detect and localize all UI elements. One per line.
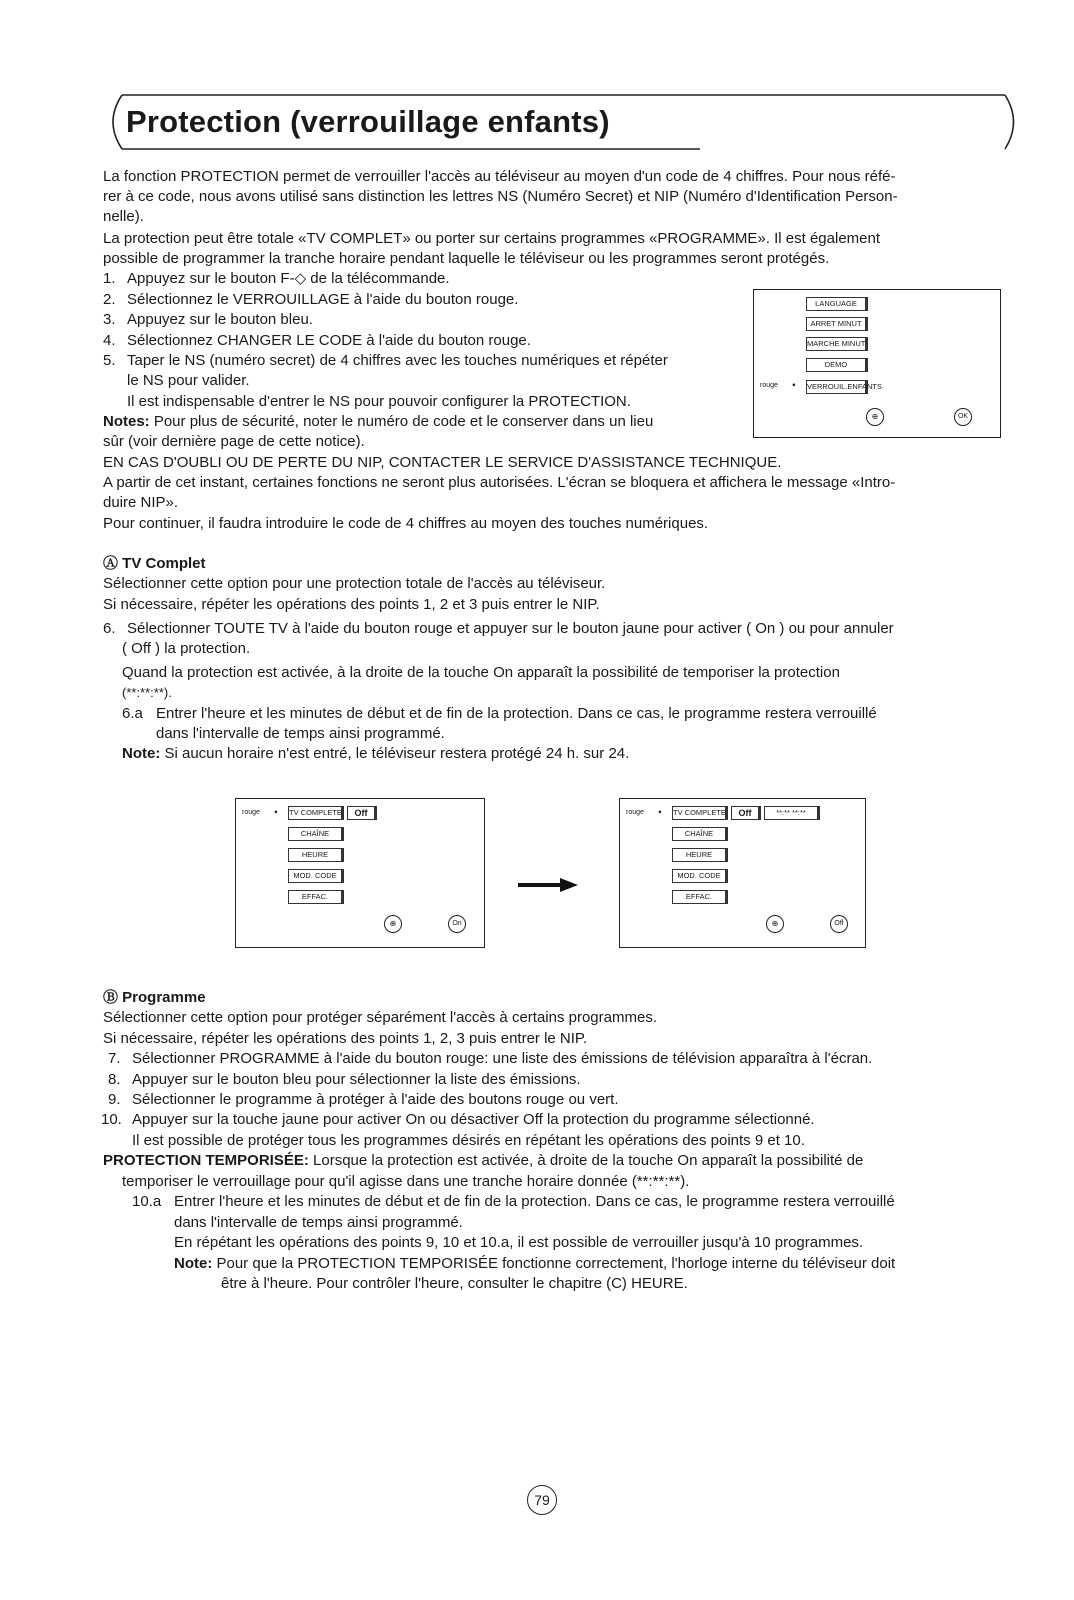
menu-item: HEURE [288,848,344,862]
notes-line: Pour continuer, il faudra introduire le code de 4 chiffres au moyen des touches numériques. [103,515,709,532]
menu-item: HEURE [672,848,728,862]
step-6: 6. Sélectionner TOUTE TV à l'aide du bouton rouge et appuyer sur le bouton jaune pour activer ( On ) ou pour annuler [103,620,894,637]
step-4: 4. Sélectionnez CHANGER LE CODE à l'aide du bouton rouge. [103,332,531,349]
ok-icon: OK [954,408,972,426]
protection-temporisee: PROTECTION TEMPORISÉE: Lorsque la protection est activée, à droite de la touche On apparaît la possibilité de [103,1152,864,1169]
menu-screen-protection-after [619,798,866,948]
off-icon: Off [830,915,848,933]
notes-line: sûr (voir dernière page de cette notice). [103,433,365,450]
step-2: 2. Sélectionnez le VERROUILLAGE à l'aide du bouton rouge. [103,291,519,308]
notes-warning: EN CAS D'OUBLI OU DE PERTE DU NIP, CONTACTER LE SERVICE D'ASSISTANCE TECHNIQUE. [103,454,782,471]
step-7: 7. Sélectionner PROGRAMME à l'aide du bouton rouge: une liste des émissions de télévision apparaîtra à l'écran. [108,1050,873,1067]
intro-line: possible de programmer la tranche horaire pendant laquelle le téléviseur ou les programmes seront protégés. [103,250,830,267]
step-5-cont: le NS pour valider. [127,372,250,389]
notes-line: A partir de cet instant, certaines fonctions ne seront plus autorisées. L'écran se bloquera et affichera le message «Intro- [103,474,896,491]
step-9: 9. Sélectionner le programme à protéger à l'aide des boutons rouge ou vert. [108,1091,619,1108]
menu-item: LANGUAGE [806,297,868,311]
section-b-note: Note: Pour que la PROTECTION TEMPORISÉE fonctionne correctement, l'horloge interne du téléviseur doit [174,1255,896,1272]
step-5: 5. Taper le NS (numéro secret) de 4 chiffres avec les touches numériques et répéter [103,352,668,369]
menu-item: EFFAC. [672,890,728,904]
on-icon: On [448,915,466,933]
menu-item: ARRET MINUT [806,317,868,331]
down-icon: ⊕ [766,915,784,933]
menu-item-selected: TV COMPLETE [288,806,344,820]
arrow-icon: ➧ [273,809,279,816]
menu-item: MOD. CODE [288,869,344,883]
menu-item: EFFAC. [288,890,344,904]
section-a-heading: Ⓐ TV Complet [103,555,206,572]
intro-line: rer à ce code, nous avons utilisé sans distinction les lettres NS (Numéro Secret) et NIP (Numéro d'Identification Person- [103,188,898,205]
step-6a: 6.a Entrer l'heure et les minutes de début et de fin de la protection. Dans ce cas, le programme restera verrouillé [122,705,877,722]
intro-line: nelle). [103,208,144,225]
section-b-line: Sélectionner cette option pour protéger séparément l'accès à certains programmes. [103,1009,657,1026]
page-number: 79 [527,1485,557,1515]
step-5-note: Il est indispensable d'entrer le NS pour pouvoir configurer la PROTECTION. [127,393,631,410]
menu-item: MARCHE MINUT [806,337,868,351]
menu-item-selected: VERROUIL.ENFANTS [806,380,868,394]
step-3: 3. Appuyez sur le bouton bleu. [103,311,313,328]
toggle-off-icon: Off [731,806,761,820]
protection-temporisee-cont: temporiser le verrouillage pour qu'il agisse dans une tranche horaire donnée (**:**:**). [122,1173,690,1190]
menu-item: CHAÎNE [288,827,344,841]
menu-screen-setup [753,289,1001,438]
menu-item: MOD. CODE [672,869,728,883]
section-b-line: Si nécessaire, répéter les opérations des points 1, 2, 3 puis entrer le NIP. [103,1030,588,1047]
menu-item: DEMO [806,358,868,372]
section-a-line: Sélectionner cette option pour une protection totale de l'accès au téléviseur. [103,575,606,592]
rouge-label: rouge [626,809,644,816]
down-icon: ⊕ [384,915,402,933]
step-10a: 10.a Entrer l'heure et les minutes de début et de fin de la protection. Dans ce cas, le programme restera verrouillé [132,1193,895,1210]
section-a-note: Note: Si aucun horaire n'est entré, le téléviseur restera protégé 24 h. sur 24. [122,745,630,762]
down-icon: ⊕ [866,408,884,426]
section-a-line: Si nécessaire, répéter les opérations des points 1, 2 et 3 puis entrer le NIP. [103,596,600,613]
arrow-icon: ➧ [791,382,797,389]
step-10-cont: Il est possible de protéger tous les programmes désirés en répétant les opérations des points 9 et 10. [132,1132,805,1149]
intro-line: La fonction PROTECTION permet de verrouiller l'accès au téléviseur au moyen d'un code de 4 chiffres. Pour nous réfé- [103,168,896,185]
menu-item: CHAÎNE [672,827,728,841]
notes-line: duire NIP». [103,494,179,511]
intro-line: La protection peut être totale «TV COMPLET» ou porter sur certains programmes «PROGRAMME». Il est également [103,230,881,247]
section-b-heading: Ⓑ Programme [103,989,206,1006]
toggle-off-icon: Off [347,806,377,820]
menu-screen-protection-before [235,798,485,948]
step-6a-cont: dans l'intervalle de temps ainsi programmé. [156,725,445,742]
step-10a-cont: dans l'intervalle de temps ainsi programmé. [174,1214,463,1231]
rouge-label: rouge [242,809,260,816]
step-6-cont: ( Off ) la protection. [122,640,251,657]
step-1: 1. Appuyez sur le bouton F-◇ de la télécommande. [103,270,450,287]
step-8: 8. Appuyer sur le bouton bleu pour sélectionner la liste des émissions. [108,1071,581,1088]
transition-arrow-icon [518,876,578,894]
rouge-label: rouge [760,382,778,389]
section-b-note-cont: être à l'heure. Pour contrôler l'heure, consulter le chapitre (C) HEURE. [221,1275,688,1292]
notes-line: Notes: Pour plus de sécurité, noter le numéro de code et le conserver dans un lieu [103,413,654,430]
step-6-cont: (**:**:**). [122,685,172,700]
arrow-icon: ➧ [657,809,663,816]
step-6-cont: Quand la protection est activée, à la droite de la touche On apparaît la possibilité de temporiser la protection [122,664,840,681]
step-10a-cont: En répétant les opérations des points 9, 10 et 10.a, il est possible de verrouiller jusqu'à 10 programmes. [174,1234,864,1251]
menu-item-selected: TV COMPLETE [672,806,728,820]
step-10: 10. Appuyer sur la touche jaune pour activer On ou désactiver Off la protection du programme sélectionné. [101,1111,815,1128]
time-field: **:** **:** [764,806,820,820]
page-title: Protection (verrouillage enfants) [126,104,610,139]
